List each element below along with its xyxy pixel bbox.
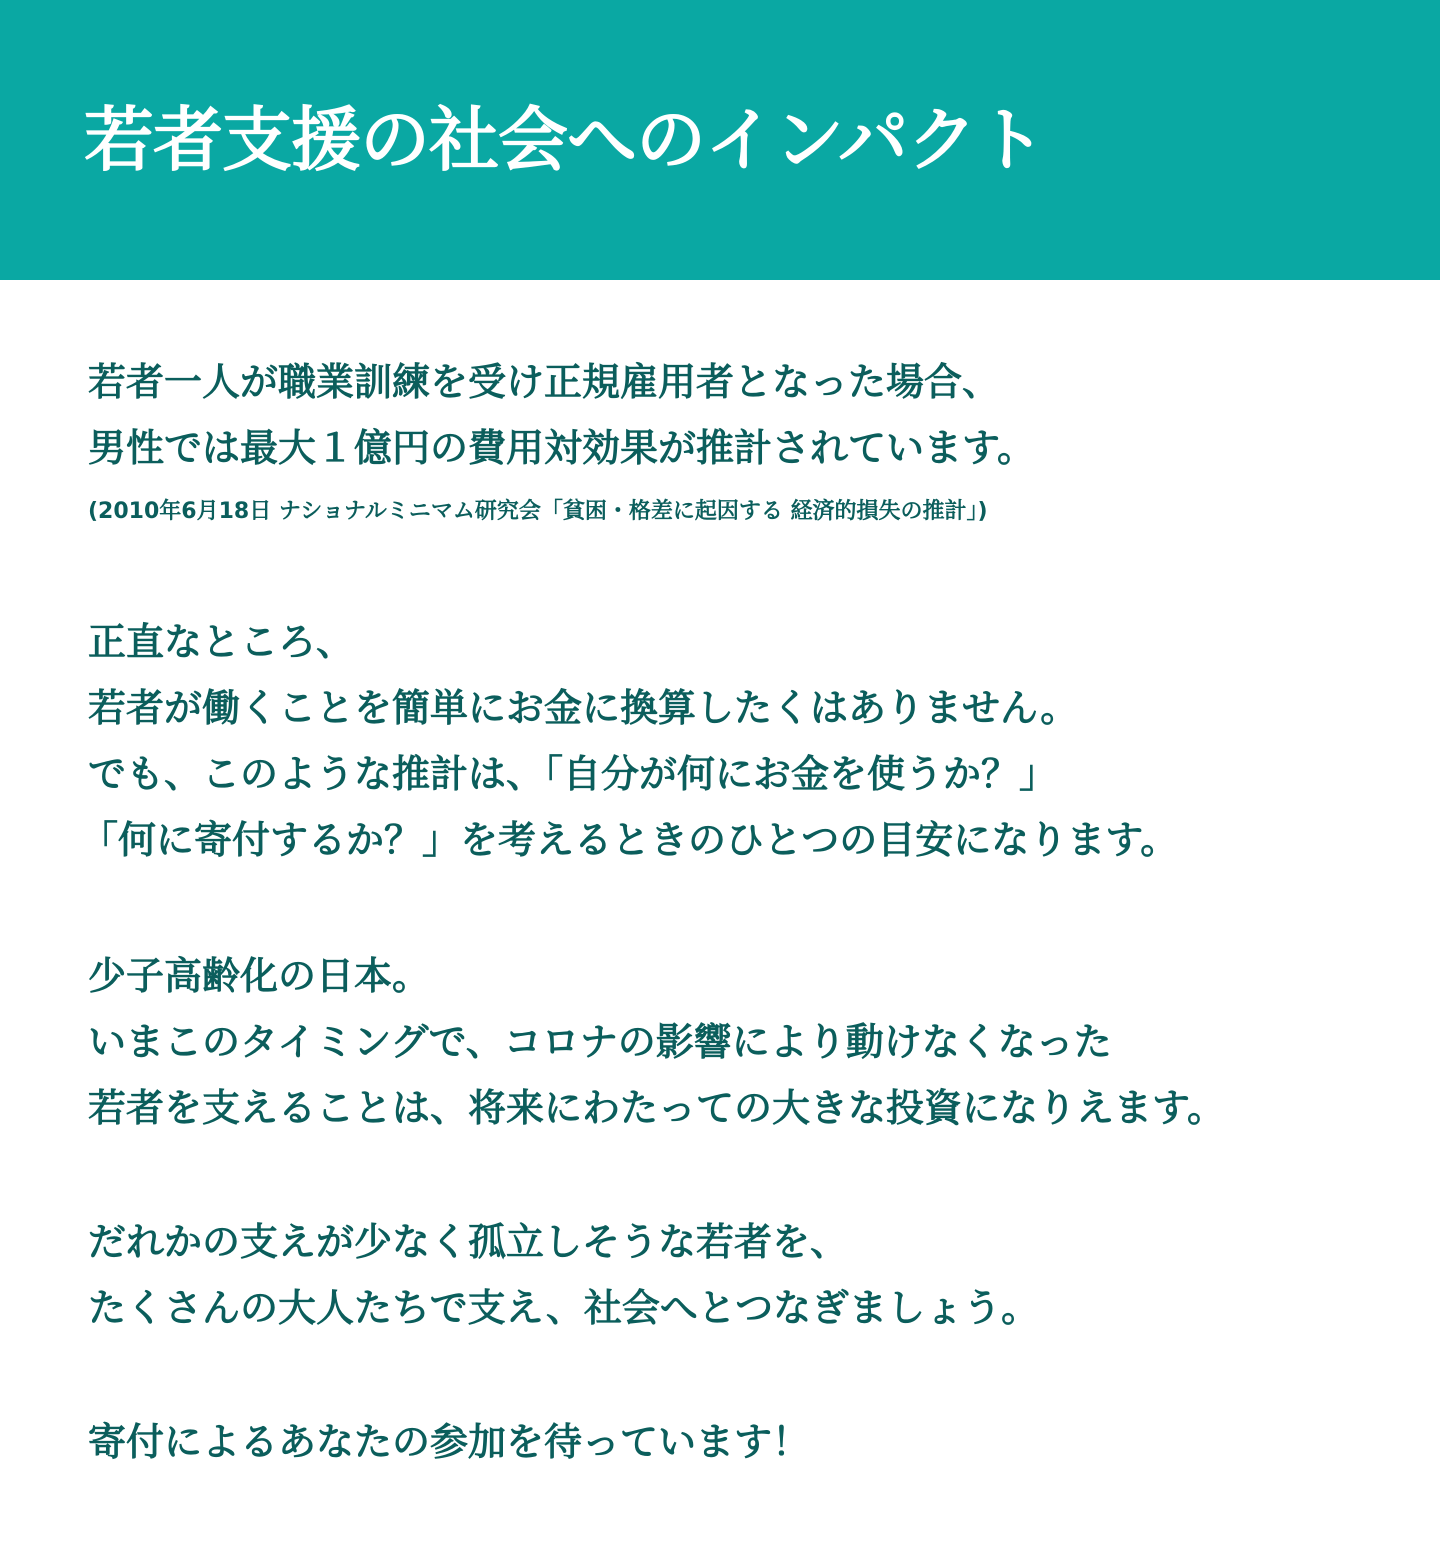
paragraph-1-line-2: 男性では最大１億円の費用対効果が推計されています。 [88,426,1035,470]
paragraph-4-line-2: たくさんの大人たちで支え、社会へとつなぎましょう。 [88,1286,1040,1330]
page-title: 若者支援の社会へのインパクト [84,99,1046,181]
paragraph-2-line-4: 「何に寄付するか？」を考えるときのひとつの目安になります。 [80,818,1179,862]
paragraph-2-line-1: 正直なところ、 [88,620,355,664]
paragraph-3-line-1: 少子高齢化の日本。 [88,954,431,998]
closing-message: 寄付によるあなたの参加を待っています！ [88,1420,811,1464]
paragraph-4-line-1: だれかの支えが少なく孤立しそうな若者を、 [88,1220,849,1264]
paragraph-3-line-2: いまこのタイミングで、コロナの影響により動けなくなった [88,1020,1112,1064]
paragraph-3-line-3: 若者を支えることは、将来にわたっての大きな投資になりえます。 [88,1086,1225,1130]
paragraph-2-line-2: 若者が働くことを簡単にお金に換算したくはありません。 [88,686,1079,730]
paragraph-2-line-3: でも、このような推計は、「自分が何にお金を使うか？」 [88,752,1058,796]
source-citation: (2010年6月18日 ナショナルミニマム研究会「貧困・格差に起因する 経済的損失の推計」) [88,499,988,524]
paragraph-1-line-1: 若者一人が職業訓練を受け正規雇用者となった場合、 [88,360,1001,404]
page-header [0,0,1440,280]
